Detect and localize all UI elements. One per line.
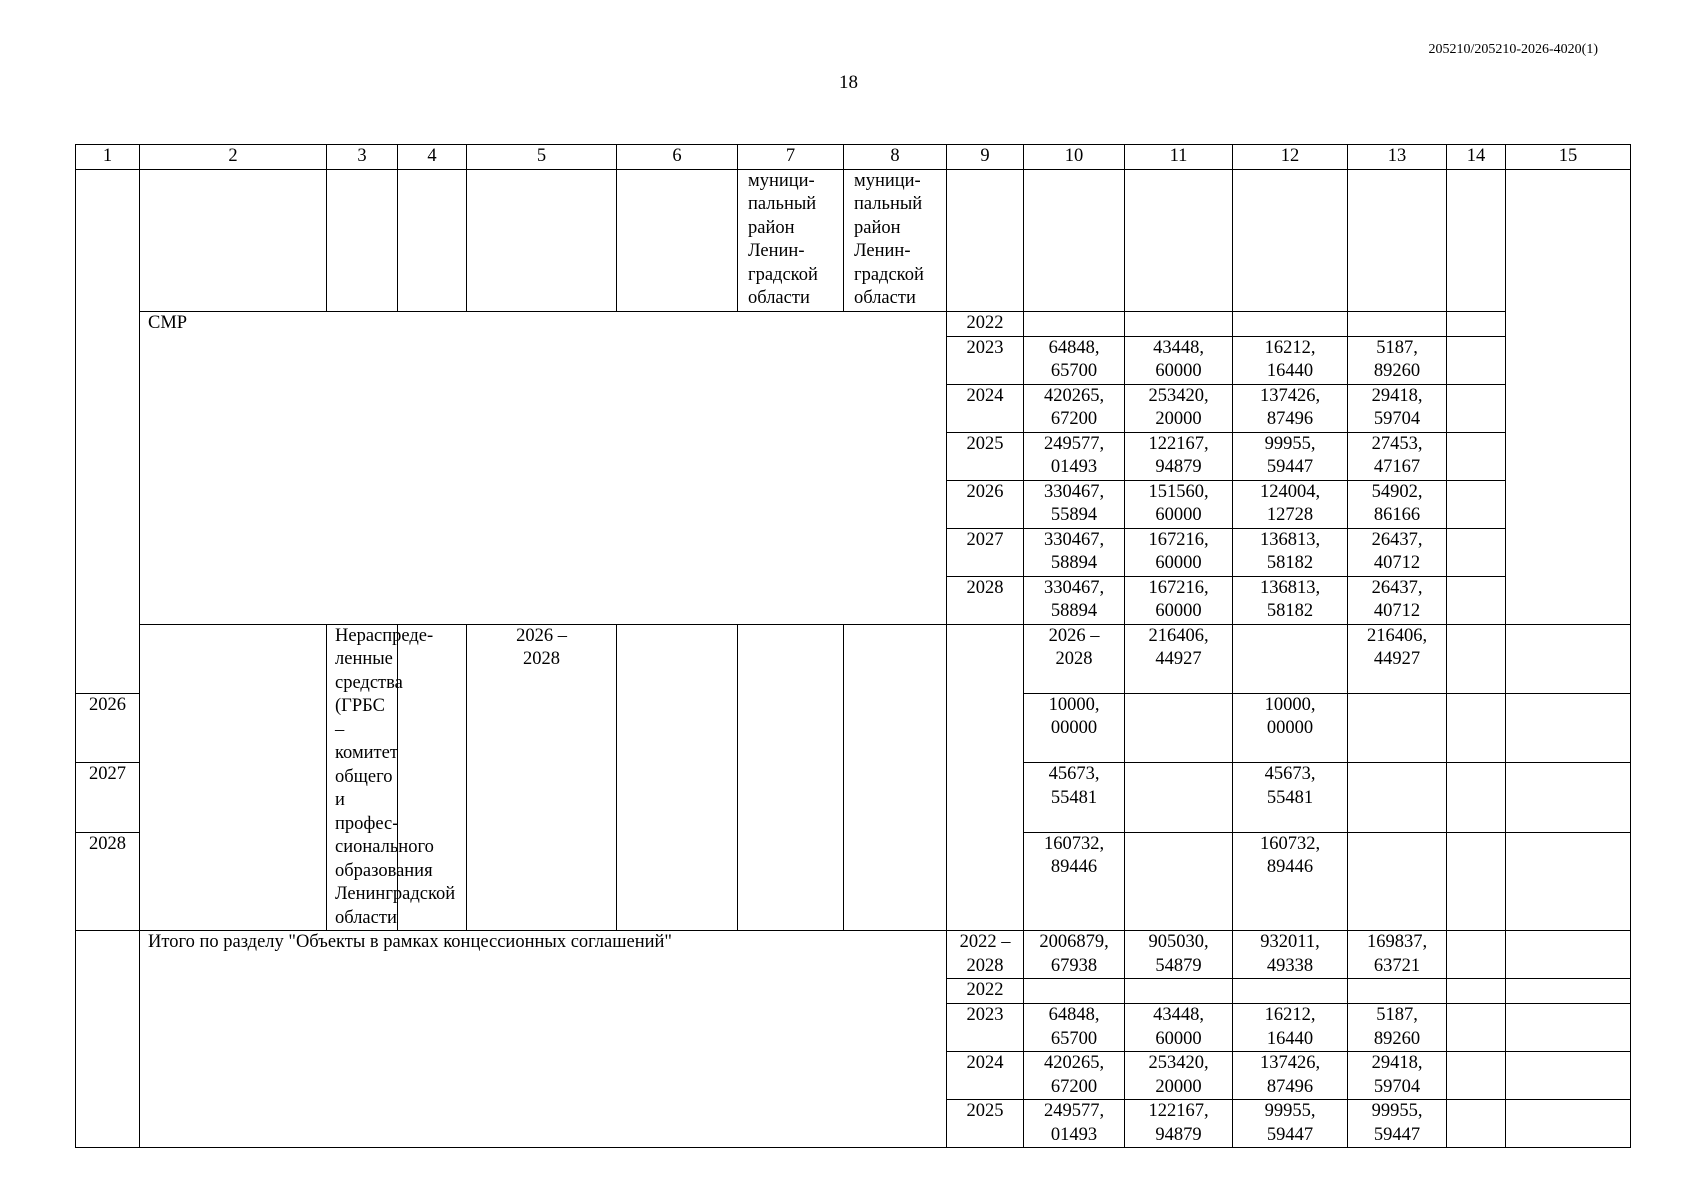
value-cell: 122167, 94879 [1125,432,1233,480]
year-cell: 2022 – 2028 [947,931,1024,979]
value-cell [1348,763,1447,832]
table-cell [844,624,947,931]
column-header: 11 [1125,145,1233,170]
year-cell: 2022 [947,311,1024,336]
value-cell: 64848, 65700 [1024,336,1125,384]
value-cell: 253420, 20000 [1125,384,1233,432]
column-header: 15 [1506,145,1631,170]
table-cell [76,169,140,693]
table-row [76,624,1631,693]
value-cell: 249577, 01493 [1024,432,1125,480]
value-cell: 16212, 16440 [1233,336,1348,384]
year-cell: 2027 [76,763,140,832]
year-cell: 2028 [76,832,140,930]
value-cell: 932011, 49338 [1233,931,1348,979]
value-cell [1348,311,1447,336]
table-cell [140,169,327,311]
value-cell: 420265, 67200 [1024,1052,1125,1100]
table-cell [738,624,844,931]
value-cell: 216406, 44927 [1348,624,1447,693]
value-cell: 45673, 55481 [1233,763,1348,832]
year-cell: 2024 [947,384,1024,432]
year-cell: 2027 [947,528,1024,576]
value-cell: 64848, 65700 [1024,1004,1125,1052]
value-cell: 905030, 54879 [1125,931,1233,979]
year-cell: 2026 – 2028 [1024,624,1125,693]
budget-table [75,144,1631,1148]
column-header: 1 [76,145,140,170]
column-header: 8 [844,145,947,170]
table-cell [617,169,738,311]
value-cell: 249577, 01493 [1024,1100,1125,1148]
table-cell [1447,169,1506,311]
value-cell [1506,1052,1631,1100]
value-cell: 137426, 87496 [1233,384,1348,432]
value-cell: 5187, 89260 [1348,336,1447,384]
value-cell [1506,624,1631,693]
table-cell [947,624,1024,931]
table-cell [1125,169,1233,311]
value-cell [1447,979,1506,1004]
value-cell [1233,311,1348,336]
table-row [76,931,1631,979]
value-cell: 124004, 12728 [1233,480,1348,528]
value-cell [1447,1004,1506,1052]
value-cell [1447,528,1506,576]
table-cell [467,169,617,311]
value-cell [1447,432,1506,480]
value-cell: 2006879, 67938 [1024,931,1125,979]
column-header: 10 [1024,145,1125,170]
year-cell: 2023 [947,1004,1024,1052]
section-label: СМР [140,311,947,624]
table-cell [140,624,327,931]
year-cell: 2022 [947,979,1024,1004]
value-cell [1348,832,1447,930]
table-cell [398,169,467,311]
value-cell [1024,979,1125,1004]
value-cell [1125,693,1233,762]
value-cell [1506,1004,1631,1052]
year-cell: 2025 [947,1100,1024,1148]
value-cell: 330467, 58894 [1024,528,1125,576]
value-cell [1447,763,1506,832]
value-cell: 43448, 60000 [1125,336,1233,384]
value-cell: 167216, 60000 [1125,576,1233,624]
column-header: 7 [738,145,844,170]
column-header: 14 [1447,145,1506,170]
value-cell: 160732, 89446 [1233,832,1348,930]
column-header: 2 [140,145,327,170]
column-header: 12 [1233,145,1348,170]
value-cell: 137426, 87496 [1233,1052,1348,1100]
value-cell [1447,1052,1506,1100]
value-cell [1233,979,1348,1004]
year-cell: 2026 [947,480,1024,528]
value-cell: 136813, 58182 [1233,528,1348,576]
value-cell [1447,931,1506,979]
value-cell: 99955, 59447 [1348,1100,1447,1148]
municipal-district-cell: муници- пальный район Ленин- градской области [844,169,947,311]
value-cell [1506,931,1631,979]
value-cell: 45673, 55481 [1024,763,1125,832]
value-cell: 26437, 40712 [1348,576,1447,624]
table-cell [1233,169,1348,311]
value-cell [1125,832,1233,930]
table-cell [1024,169,1125,311]
table-cell [327,169,398,311]
value-cell: 26437, 40712 [1348,528,1447,576]
value-cell: 122167, 94879 [1125,1100,1233,1148]
value-cell: 16212, 16440 [1233,1004,1348,1052]
value-cell [1506,763,1631,832]
value-cell: 216406, 44927 [1125,624,1233,693]
value-cell: 330467, 58894 [1024,576,1125,624]
value-cell: 167216, 60000 [1125,528,1233,576]
municipal-district-cell: муници- пальный район Ленин- градской области [738,169,844,311]
value-cell [1506,693,1631,762]
value-cell [1506,1100,1631,1148]
table-cell [1506,169,1631,624]
value-cell [1447,480,1506,528]
column-header: 9 [947,145,1024,170]
value-cell: 29418, 59704 [1348,384,1447,432]
column-header: 13 [1348,145,1447,170]
value-cell [1348,693,1447,762]
value-cell [1125,979,1233,1004]
value-cell: 169837, 63721 [1348,931,1447,979]
value-cell [1447,832,1506,930]
value-cell [1447,336,1506,384]
value-cell: 420265, 67200 [1024,384,1125,432]
value-cell [1447,624,1506,693]
value-cell: 330467, 55894 [1024,480,1125,528]
value-cell: 5187, 89260 [1348,1004,1447,1052]
value-cell: 160732, 89446 [1024,832,1125,930]
column-header: 4 [398,145,467,170]
table-cell [76,931,140,1148]
value-cell [1447,576,1506,624]
year-cell: 2028 [947,576,1024,624]
value-cell: 43448, 60000 [1125,1004,1233,1052]
value-cell: 10000, 00000 [1233,693,1348,762]
value-cell [1506,979,1631,1004]
value-cell: 151560, 60000 [1125,480,1233,528]
value-cell: 99955, 59447 [1233,432,1348,480]
value-cell [1447,311,1506,336]
page-number: 18 [839,72,858,93]
year-cell: 2025 [947,432,1024,480]
table-cell [1348,169,1447,311]
unallocated-funds-label: Нераспреде- ленные средства (ГРБС – комитет общего и профес- сионального образования Ленинградской области [327,624,398,931]
period-cell: 2026 – 2028 [467,624,617,931]
value-cell [1447,1100,1506,1148]
table-cell [947,169,1024,311]
table-cell [617,624,738,931]
value-cell: 99955, 59447 [1233,1100,1348,1148]
value-cell: 27453, 47167 [1348,432,1447,480]
year-cell: 2024 [947,1052,1024,1100]
table-row [76,311,1631,336]
value-cell [1125,763,1233,832]
header-row [76,145,1631,170]
column-header: 5 [467,145,617,170]
year-cell: 2026 [76,693,140,762]
document-id: 205210/205210-2026-4020(1) [1428,42,1598,57]
value-cell: 10000, 00000 [1024,693,1125,762]
value-cell: 253420, 20000 [1125,1052,1233,1100]
value-cell: 29418, 59704 [1348,1052,1447,1100]
column-header: 3 [327,145,398,170]
value-cell [1447,384,1506,432]
table-row [76,169,1631,311]
value-cell [1447,693,1506,762]
value-cell [1125,311,1233,336]
year-cell: 2023 [947,336,1024,384]
column-header: 6 [617,145,738,170]
value-cell: 54902, 86166 [1348,480,1447,528]
section-total-label: Итого по разделу "Объекты в рамках концессионных соглашений" [140,931,947,1148]
value-cell [1348,979,1447,1004]
value-cell [1506,832,1631,930]
value-cell [1233,624,1348,693]
value-cell [1024,311,1125,336]
value-cell: 136813, 58182 [1233,576,1348,624]
